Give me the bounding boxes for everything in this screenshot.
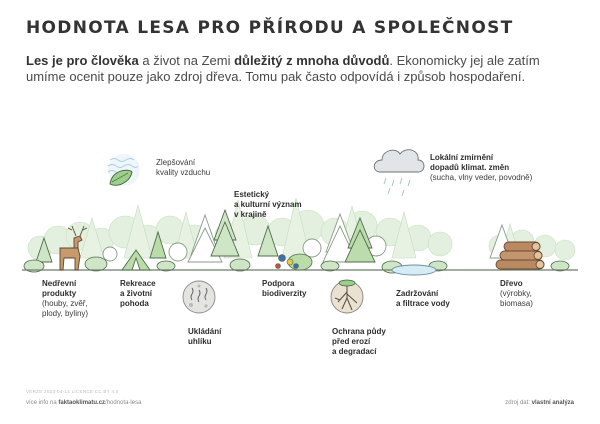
cloud-rain-icon: [374, 150, 424, 196]
label-recreation-line3: pohoda: [120, 299, 149, 308]
label-air-quality: [156, 158, 210, 178]
label-biodiversity-line1: Podpora: [262, 279, 295, 288]
data-source-prefix: zdroj dat:: [505, 400, 532, 406]
lead-bold-2: důležitý z mnoha důvodů: [234, 53, 390, 68]
roots-icon: [331, 280, 363, 313]
label-biodiversity: [262, 279, 306, 299]
more-info-link[interactable]: faktaoklimatu.cz: [58, 400, 106, 406]
label-climate-sub: (sucha, vlny veder, povodně): [430, 173, 533, 182]
label-biodiversity-line2: biodiverzity: [262, 289, 307, 298]
label-water-line2: a filtrace vody: [396, 299, 450, 308]
label-water: [396, 289, 450, 309]
data-source: [505, 400, 574, 406]
more-info: [26, 400, 141, 406]
label-climate-line2: dopadů klimat. změn: [430, 163, 510, 172]
page-title: HODNOTA LESA PRO PŘÍRODU A SPOLEČNOST: [26, 18, 514, 38]
label-wood: [500, 279, 533, 309]
label-recreation-line2: a životní: [120, 289, 153, 298]
label-climate-line1: Lokální zmírnění: [430, 153, 494, 162]
label-air-quality-line1: Zlepšování: [156, 158, 196, 167]
label-soil-line1: Ochrana půdy: [332, 327, 386, 336]
more-info-prefix: více info na: [26, 400, 59, 406]
version-license: VERZE 2023-04-14 LICENCE CC BY 4.0: [26, 389, 119, 394]
label-air-quality-line2: kvality vzduchu: [156, 168, 211, 177]
label-products-line2: produkty: [42, 289, 77, 298]
pond-icon: [392, 265, 436, 275]
label-aesthetic: [234, 190, 302, 220]
label-wood-sub1: (výrobky,: [500, 289, 532, 298]
label-aesthetic-line3: v krajině: [234, 210, 267, 219]
label-carbon: [188, 327, 221, 347]
label-aesthetic-line1: Estetický: [234, 190, 270, 199]
label-soil: [332, 327, 386, 357]
label-recreation: [120, 279, 156, 309]
label-wood-line1: Dřevo: [500, 279, 523, 288]
label-carbon-line2: uhlíku: [188, 337, 212, 346]
lead-bold-1: Les je pro člověka: [26, 53, 139, 68]
label-water-line1: Zadržování: [396, 289, 439, 298]
data-source-value: vlastní analýza: [531, 400, 574, 406]
label-soil-line3: a degradací: [332, 347, 377, 356]
lead-text-2: . Ekonomicky jej ale zatím umíme ocenit pouze jako zdroj dřeva. Tomu pak často odpovídá i způsob hospodaření.: [26, 53, 540, 84]
label-aesthetic-line2: a kulturní význam: [234, 200, 302, 209]
label-carbon-line1: Ukládání: [188, 327, 222, 336]
label-nonwood-products: [42, 279, 88, 319]
label-products-line1: Nedřevní: [42, 279, 77, 288]
lead-text-1: a život na Zemi: [138, 53, 235, 68]
label-products-sub1: (houby, zvěř,: [42, 299, 88, 308]
more-info-path[interactable]: /hodnota-lesa: [105, 400, 142, 406]
label-wood-sub2: biomasa): [500, 299, 533, 308]
label-climate: [430, 153, 532, 183]
label-products-sub2: plody, byliny): [42, 309, 89, 318]
carbon-soil-icon: [183, 281, 215, 313]
label-recreation-line1: Rekreace: [120, 279, 156, 288]
label-soil-line2: před erozí: [332, 337, 371, 346]
